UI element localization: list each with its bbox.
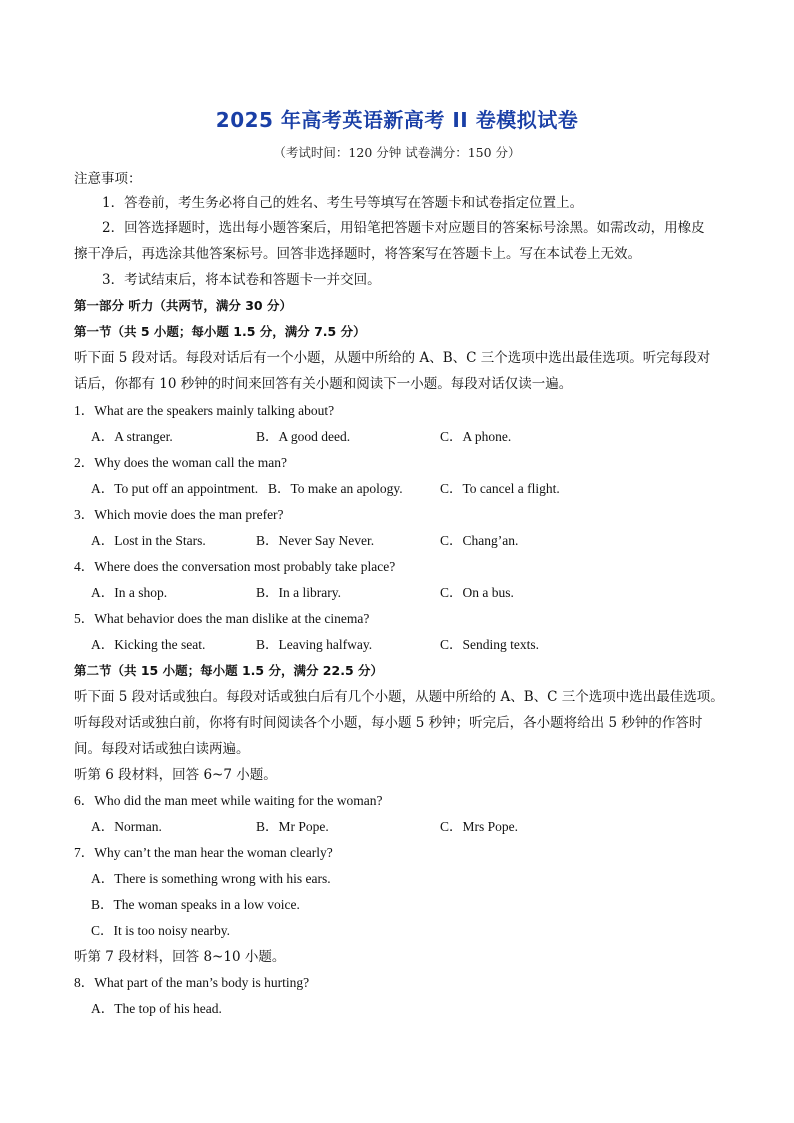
q4-option-c: C．On a bus. [440, 585, 514, 600]
q7-option-b: B．The woman speaks in a low voice. [91, 897, 300, 912]
q4-option-a: A．In a shop. [91, 585, 168, 600]
q6-option-b: B．Mr Pope. [256, 819, 329, 834]
exam-subtitle: （考试时间：120 分钟 试卷满分：150 分） [273, 145, 521, 160]
section1-heading: 第一节（共 5 小题；每小题 1.5 分，满分 7.5 分） [74, 324, 366, 339]
note-item-2-cont: 擦干净后，再选涂其他答案标号。回答非选择题时，将答案写在答题卡上。写在本试卷上无效。 [74, 246, 641, 262]
q3-option-a: A．Lost in the Stars. [91, 533, 206, 548]
q6-option-c: C．Mrs Pope. [440, 819, 519, 834]
q4-option-b: B．In a library. [256, 585, 341, 600]
question-6: 6．Who did the man meet while waiting for the woman? [74, 793, 383, 808]
question-4: 4．Where does the conversation most probably take place? [74, 559, 396, 574]
q1-option-a: A．A stranger. [91, 429, 173, 444]
q7-option-a: A．There is something wrong with his ears. [91, 871, 331, 886]
q5-option-c: C．Sending texts. [440, 637, 540, 652]
question-2: 2．Why does the woman call the man? [74, 455, 287, 470]
question-3: 3．Which movie does the man prefer? [74, 507, 284, 522]
q3-option-b: B．Never Say Never. [256, 533, 375, 548]
section2-heading: 第二节（共 15 小题；每小题 1.5 分，满分 22.5 分） [74, 663, 383, 678]
q3-option-c: C．Chang’an. [440, 533, 519, 548]
section2-instructions-cont-1: 听每段对话或独白前，你将有时间阅读各个小题，每小题 5 秒钟；听完后，各小题将给出 5 秒钟的作答时 [74, 715, 703, 731]
part1-heading: 第一部分 听力（共两节，满分 30 分） [74, 298, 292, 313]
q5-option-b: B．Leaving halfway. [256, 637, 373, 652]
q1-option-c: C．A phone. [440, 429, 512, 444]
note-item-1: 1．答卷前，考生务必将自己的姓名、考生号等填写在答题卡和试卷指定位置上。 [102, 195, 584, 211]
material-6-heading: 听第 6 段材料，回答 6~7 小题。 [74, 767, 277, 783]
note-item-3: 3．考试结束后，将本试卷和答题卡一并交回。 [102, 272, 381, 288]
question-5: 5．What behavior does the man dislike at the cinema? [74, 611, 370, 626]
q8-option-a: A．The top of his head. [91, 1001, 222, 1016]
q2-option-b: B．To make an apology. [268, 481, 403, 496]
q7-option-c: C．It is too noisy nearby. [91, 923, 230, 938]
section2-instructions: 听下面 5 段对话或独白。每段对话或独白后有几个小题，从题中所给的 A、B、C 三个选项中选出最佳选项。 [74, 689, 724, 705]
q6-option-a: A．Norman. [91, 819, 162, 834]
note-item-2: 2．回答选择题时，选出每小题答案后，用铅笔把答题卡对应题目的答案标号涂黑。如需改动，用橡皮 [102, 220, 705, 236]
q2-option-a: A．To put off an appointment. [91, 481, 259, 496]
exam-title: 2025 年高考英语新高考 II 卷模拟试卷 [215, 108, 579, 132]
q1-option-b: B．A good deed. [256, 429, 351, 444]
section2-instructions-cont-2: 间。每段对话或独白读两遍。 [74, 741, 250, 757]
section1-instructions-cont: 话后，你都有 10 秒钟的时间来回答有关小题和阅读下一小题。每段对话仅读一遍。 [74, 376, 573, 392]
question-7: 7．Why can’t the man hear the woman clearly? [74, 845, 333, 860]
question-1: 1．What are the speakers mainly talking about? [74, 403, 335, 418]
material-7-heading: 听第 7 段材料，回答 8~10 小题。 [74, 949, 286, 965]
section1-instructions: 听下面 5 段对话。每段对话后有一个小题，从题中所给的 A、B、C 三个选项中选出最佳选项。听完每段对 [74, 350, 711, 366]
q2-option-c: C．To cancel a flight. [440, 481, 560, 496]
notes-heading: 注意事项： [74, 171, 142, 187]
q5-option-a: A．Kicking the seat. [91, 637, 206, 652]
question-8: 8．What part of the man’s body is hurting? [74, 975, 310, 990]
